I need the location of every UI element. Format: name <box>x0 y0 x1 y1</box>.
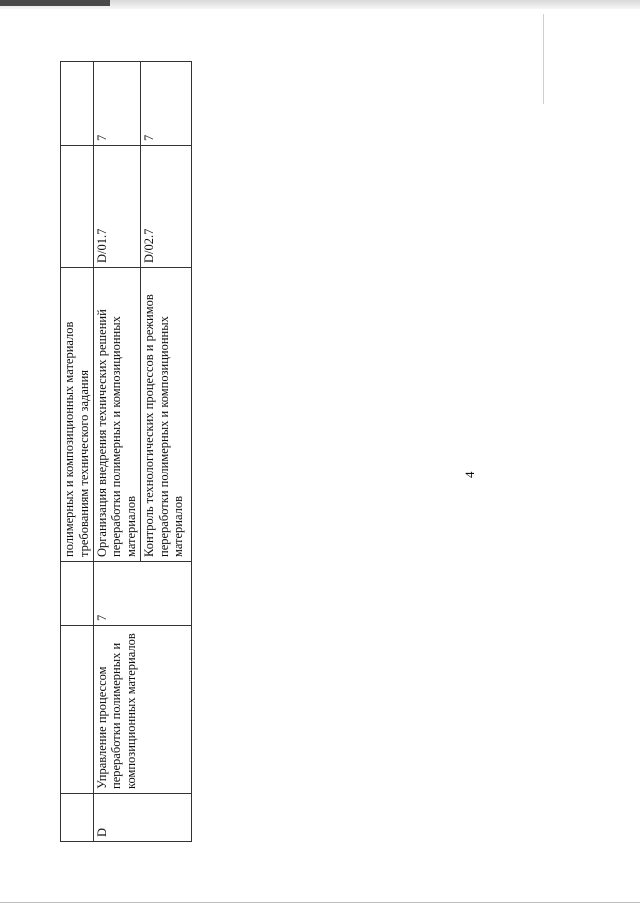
rotated-document <box>60 62 186 842</box>
function-name: Контроль технологических процессов и режимов переработки полимерных и композиционных материалов <box>140 268 191 562</box>
table-cell-empty <box>61 626 94 794</box>
scan-artifact-line <box>543 14 544 104</box>
page-number: 4 <box>462 471 477 478</box>
scan-bottom-edge <box>0 902 640 903</box>
function-level: 7 <box>140 62 191 146</box>
table-cell-empty <box>61 146 94 268</box>
continued-function-text: полимерных и композиционных материалов требованиям технического задания <box>61 268 94 562</box>
table-row <box>61 62 94 842</box>
table-cell-empty <box>61 794 94 842</box>
group-code: D <box>93 794 191 842</box>
function-name: Организация внедрения технических решений переработки полимерных и композиционных материалов <box>93 268 140 562</box>
functions-table <box>60 61 192 842</box>
scan-corner-mark <box>0 0 110 6</box>
table-cell-empty <box>61 62 94 146</box>
group-level: 7 <box>93 562 191 626</box>
group-name: Управление процессом переработки полимерных и композиционных материалов <box>93 626 191 794</box>
function-code: D/01.7 <box>93 146 140 268</box>
table-cell-empty <box>61 562 94 626</box>
function-level: 7 <box>93 62 140 146</box>
table-row <box>93 62 140 842</box>
function-code: D/02.7 <box>140 146 191 268</box>
